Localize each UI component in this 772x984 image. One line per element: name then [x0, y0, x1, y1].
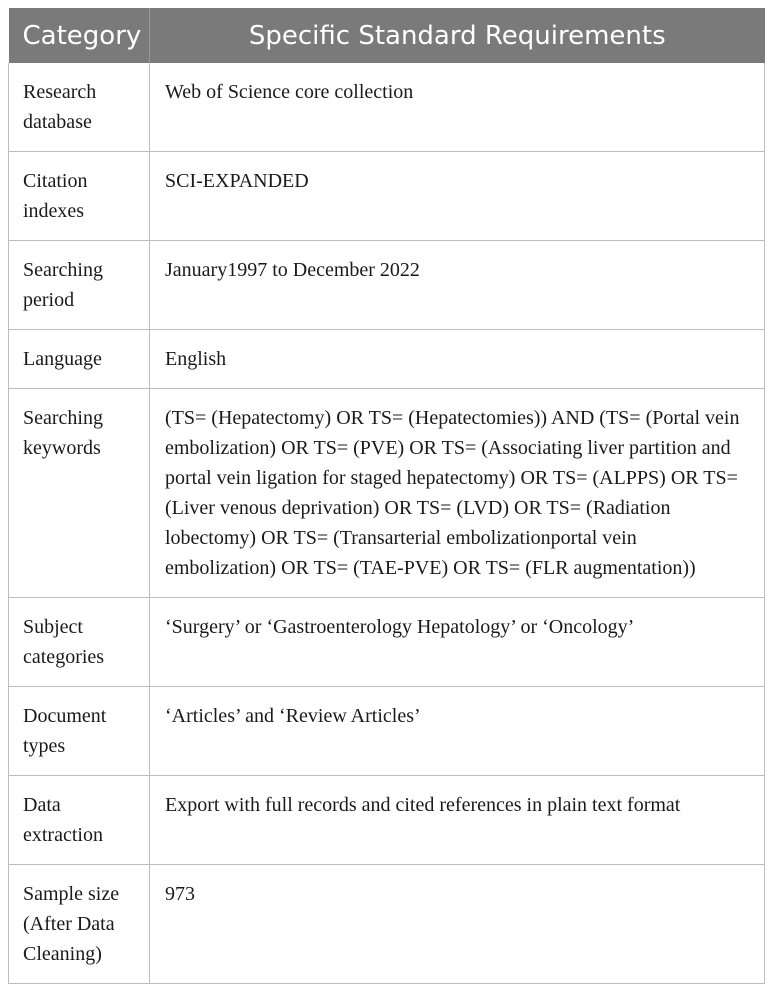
- row-category: Searching keywords: [9, 389, 150, 598]
- row-category: Sample size (After Data Cleaning): [9, 865, 150, 984]
- row-value: English: [150, 330, 765, 389]
- row-value: SCI-EXPANDED: [150, 152, 765, 241]
- header-requirements: Specific Standard Requirements: [150, 8, 765, 63]
- search-criteria-table: [8, 8, 765, 984]
- row-value: Web of Science core collection: [150, 63, 765, 152]
- row-value: (TS= (Hepatectomy) OR TS= (Hepatectomies)) AND (TS= (Portal vein embolization) OR TS= (PVE) OR TS= (Associating liver partition and portal vein ligation for staged hepatectomy) OR TS= (ALPPS) OR TS= (Liver venous deprivation) OR TS= (LVD) OR TS= (Radiation lobectomy) OR TS= (Transarterial embolizationportal vein embolization) OR TS= (TAE-PVE) OR TS= (FLR augmentation)): [150, 389, 765, 598]
- table-row: [9, 330, 765, 389]
- search-criteria-table-container: [8, 8, 764, 984]
- row-category: Searching period: [9, 241, 150, 330]
- table-row: [9, 598, 765, 687]
- row-category: Document types: [9, 687, 150, 776]
- row-category: Citation indexes: [9, 152, 150, 241]
- row-category: Research database: [9, 63, 150, 152]
- header-category: Category: [9, 8, 150, 63]
- row-value: ‘Articles’ and ‘Review Articles’: [150, 687, 765, 776]
- table-row: [9, 241, 765, 330]
- row-value: ‘Surgery’ or ‘Gastroenterology Hepatology’ or ‘Oncology’: [150, 598, 765, 687]
- table-row: [9, 776, 765, 865]
- row-category: Language: [9, 330, 150, 389]
- row-value: 973: [150, 865, 765, 984]
- table-row: [9, 152, 765, 241]
- row-category: Data extraction: [9, 776, 150, 865]
- table-row: [9, 865, 765, 984]
- table-header-row: [9, 8, 765, 63]
- table-row: [9, 389, 765, 598]
- row-value: Export with full records and cited references in plain text format: [150, 776, 765, 865]
- row-category: Subject categories: [9, 598, 150, 687]
- table-row: [9, 687, 765, 776]
- row-value: January1997 to December 2022: [150, 241, 765, 330]
- table-row: [9, 63, 765, 152]
